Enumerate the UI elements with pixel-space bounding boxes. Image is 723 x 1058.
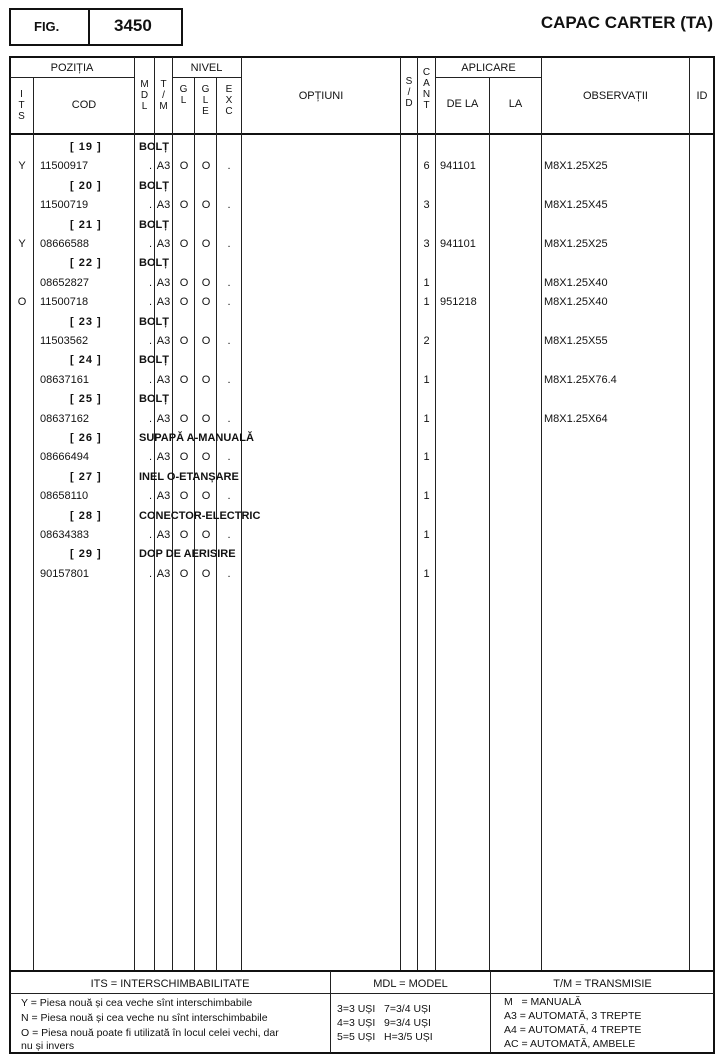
position-number: [ 20 ] [70,179,102,192]
part-gl: O [179,199,189,212]
part-cod: 11500917 [40,160,89,173]
header-bottom-line [10,133,714,135]
part-exc: . [227,529,231,541]
part-obs: M8X1.25X40 [544,296,608,309]
part-cod: 90157801 [40,567,89,580]
part-gle: O [201,238,211,250]
part-exc: . [227,567,231,580]
header-optiuni: OPȚIUNI [298,90,344,102]
part-mdl: . [148,296,152,309]
position-number: [ 24 ] [70,354,102,367]
position-number: [ 26 ] [70,432,102,444]
part-description: SUPAPĂ A-MANUALĂ [139,432,254,444]
part-mdl: . [148,160,152,173]
part-tm: A3 [156,451,171,464]
legend-its-line: N = Piesa nouă și cea veche nu sînt interschimbabile [21,1012,268,1024]
legend-mdl-title: MDL = MODEL [373,978,448,990]
part-description: BOLȚ [139,354,169,367]
part-description: BOLȚ [139,393,169,406]
part-cant: 1 [423,296,430,309]
part-mdl: . [148,276,152,289]
part-obs: M8X1.25X25 [544,238,608,250]
legend-tm-line: A3 = AUTOMATĂ, 3 TREPTE [504,1010,642,1022]
part-cod: 08666588 [40,238,89,250]
part-tm: A3 [156,529,171,541]
part-cant: 1 [423,412,430,425]
part-cod: 11500719 [40,199,89,212]
part-cant: 1 [423,276,430,289]
legend-tm-line: M = MANUALĂ [504,996,582,1008]
header-id: ID [696,90,708,102]
part-tm: A3 [156,373,171,386]
part-mdl: . [148,451,152,464]
part-cod: 08652827 [40,276,89,289]
part-obs: M8X1.25X64 [544,412,608,425]
part-description: BOLȚ [139,315,169,328]
header-dela: DE LA [446,98,479,110]
part-gle: O [201,373,211,386]
legend-mdl-line: 3=3 UȘI 7=3/4 UȘI [337,1003,431,1015]
part-gle: O [201,335,211,347]
part-gle: O [201,490,211,503]
part-gle: O [201,276,211,289]
part-exc: . [227,335,231,347]
part-cod: 08637162 [40,412,89,425]
part-gle: O [201,451,211,464]
part-cant: 1 [423,529,430,541]
fig-divider [88,9,90,45]
position-number: [ 19 ] [70,141,102,153]
legend-its-line: O = Piesa nouă poate fi utilizată în locul celei vechi, dar [21,1027,279,1039]
position-number: [ 25 ] [70,393,102,406]
part-obs: M8X1.25X25 [544,160,608,173]
part-exc: . [227,490,231,503]
part-description: INEL O-ETANȘARE [139,470,239,483]
part-cod: 11503562 [40,335,89,347]
part-gl: O [179,160,189,173]
part-gl: O [179,296,189,309]
part-cod: 11500718 [40,296,89,309]
part-tm: A3 [156,160,171,173]
part-mdl: . [148,567,152,580]
header-gl: G L [179,84,188,106]
header-observatii: OBSERVAȚII [582,90,648,102]
header-sd: S / D [405,76,413,109]
part-cant: 1 [423,490,430,503]
part-its: Y [18,160,26,173]
fig-number: 3450 [114,16,152,35]
legend-mdl-line: 5=5 UȘI H=3/5 UȘI [337,1031,433,1043]
header-cant: C A N T [422,67,431,111]
part-mdl: . [148,373,152,386]
part-cant: 3 [423,199,430,212]
part-exc: . [227,276,231,289]
header-aplicare: APLICARE [461,62,516,74]
part-mdl: . [148,529,152,541]
part-gle: O [201,567,211,580]
part-description: CONECTOR-ELECTRIC [139,509,261,522]
part-cod: 08637161 [40,373,89,386]
part-dela: 941101 [440,238,476,250]
part-gl: O [179,412,189,425]
part-cant: 1 [423,373,430,386]
header-mdl: M D L [140,79,149,112]
part-gl: O [179,451,189,464]
footer-top-line [10,970,714,972]
part-gl: O [179,335,189,347]
part-gl: O [179,567,189,580]
part-description: BOLȚ [139,218,169,231]
part-cant: 1 [423,567,430,580]
part-exc: . [227,451,231,464]
part-gl: O [179,529,189,541]
part-cant: 3 [423,238,430,250]
part-tm: A3 [156,199,171,212]
header-gle: G L E [201,84,210,117]
part-gle: O [201,412,211,425]
header-pozitia: POZIȚIA [50,62,94,74]
position-number: [ 27 ] [70,470,102,483]
legend-tm-title: T/M = TRANSMISIE [553,978,652,990]
part-cant: 2 [423,335,430,347]
part-description: BOLȚ [139,257,169,270]
part-tm: A3 [156,412,171,425]
position-number: [ 23 ] [70,315,102,328]
part-gl: O [179,373,189,386]
part-cod: 08666494 [40,451,89,464]
part-description: BOLȚ [139,141,169,153]
part-gle: O [201,199,211,212]
part-gle: O [201,160,211,173]
part-tm: A3 [156,335,171,347]
header-nivel: NIVEL [190,62,223,74]
legend-its-line: nu și invers [21,1040,75,1052]
part-obs: M8X1.25X40 [544,276,608,289]
header-la: LA [508,98,523,110]
part-gl: O [179,276,189,289]
part-gle: O [201,529,211,541]
part-gl: O [179,490,189,503]
part-exc: . [227,296,231,309]
header-cod: COD [71,99,97,111]
part-tm: A3 [156,567,171,580]
header-exc: E X C [225,84,233,117]
part-mdl: . [148,199,152,212]
part-mdl: . [148,412,152,425]
part-mdl: . [148,335,152,347]
part-exc: . [227,373,231,386]
part-exc: . [227,412,231,425]
part-gle: O [201,296,211,309]
part-obs: M8X1.25X76.4 [544,373,617,386]
legend-its-title: ITS = INTERSCHIMBABILITATE [90,978,250,990]
part-cant: 6 [423,160,430,173]
part-cod: 08658110 [40,490,89,503]
part-cod: 08634383 [40,529,89,541]
part-dela: 941101 [440,160,476,173]
part-description: DOP DE AERISIRE [139,548,236,561]
part-its: Y [18,238,26,250]
position-number: [ 28 ] [70,509,102,522]
part-exc: . [227,199,231,212]
legend-its-line: Y = Piesa nouă și cea veche sînt interschimbabile [21,997,253,1009]
part-obs: M8X1.25X45 [544,199,608,212]
header-tm: T / M [159,79,168,112]
part-cant: 1 [423,451,430,464]
part-tm: A3 [156,238,171,250]
header-its: I T S [18,89,25,122]
part-dela: 951218 [440,296,477,309]
part-its: O [17,296,27,309]
part-tm: A3 [156,296,171,309]
part-exc: . [227,238,231,250]
page-title: CAPAC CARTER (TA) [540,13,713,32]
legend-mdl-line: 4=3 UȘI 9=3/4 UȘI [337,1017,431,1029]
part-gl: O [179,238,189,250]
position-number: [ 21 ] [70,218,102,231]
part-tm: A3 [156,276,171,289]
legend-tm-line: A4 = AUTOMATĂ, 4 TREPTE [504,1024,642,1036]
part-mdl: . [148,238,152,250]
part-obs: M8X1.25X55 [544,335,608,347]
position-number: [ 29 ] [70,548,102,561]
part-mdl: . [148,490,152,503]
position-number: [ 22 ] [70,257,102,270]
part-tm: A3 [156,490,171,503]
fig-label: FIG. [34,19,60,34]
part-exc: . [227,160,231,173]
legend-tm-line: AC = AUTOMATĂ, AMBELE [504,1038,636,1050]
part-description: BOLȚ [139,179,169,192]
